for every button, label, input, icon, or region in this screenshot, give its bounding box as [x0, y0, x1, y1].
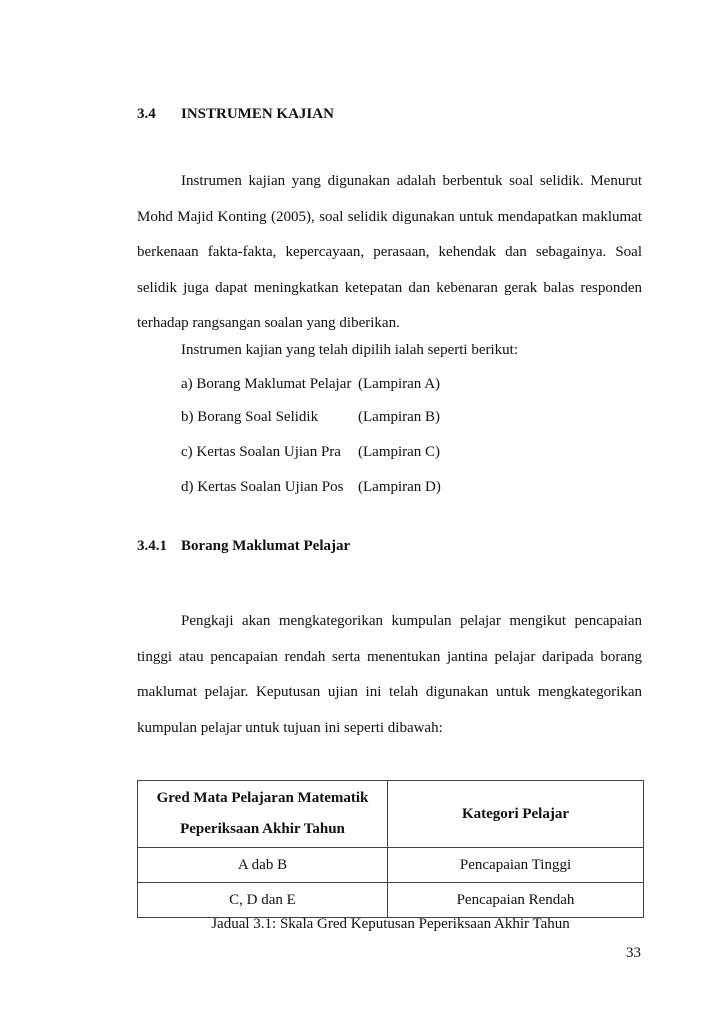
- grade-table: [137, 780, 644, 918]
- instrument-ref: (Lampiran A): [358, 376, 441, 392]
- cell-grade: A dab B: [138, 848, 388, 883]
- section-title-3-4: [181, 106, 334, 123]
- section-heading-3-4: [137, 106, 156, 123]
- section-number: 3.4.1: [137, 538, 167, 554]
- section-heading-3-4-1: [137, 538, 167, 555]
- header-cell-grade: [138, 781, 388, 848]
- table-caption: Jadual 3.1: Skala Gred Keputusan Peperiksaan Akhir Tahun: [211, 916, 570, 932]
- section-title: Borang Maklumat Pelajar: [181, 538, 351, 554]
- instrument-ref: (Lampiran D): [358, 479, 441, 495]
- instrument-item: c) Kertas Soalan Ujian Pra: [181, 444, 341, 460]
- cell-category: Pencapaian Rendah: [388, 883, 644, 918]
- table-header-row: [138, 781, 644, 848]
- instrument-item: a) Borang Maklumat Pelajar: [181, 376, 352, 392]
- header-category: Kategori Pelajar: [461, 805, 570, 822]
- header-cell-category: [388, 781, 644, 848]
- table-row: [138, 883, 644, 918]
- section-number: 3.4: [137, 106, 156, 122]
- paragraph-borang: [137, 604, 642, 746]
- list-intro: Instrumen kajian yang telah dipilih ialah seperti berikut:: [181, 342, 518, 358]
- instrument-item: b) Borang Soal Selidik: [181, 409, 319, 425]
- section-title-3-4-1: [181, 538, 350, 555]
- header-grade-line2: Peperiksaan Akhir Tahun: [180, 821, 345, 837]
- section-title: INSTRUMEN KAJIAN: [181, 106, 334, 122]
- instrument-ref: (Lampiran C): [358, 444, 441, 460]
- paragraph-text: Instrumen kajian yang digunakan adalah berbentuk soal selidik. Menurut Mohd Majid Konting (2005), soal selidik digunakan untuk mendapatkan maklumat berkenaan fakta-fakta, kepercayaan, perasaan, kehendak dan sebagainya. Soal selidik juga dapat meningkatkan ketepatan dan kebenaran gerak balas responden terhadap rangsangan soalan yang diberikan.: [137, 173, 642, 331]
- instrument-ref: (Lampiran B): [358, 409, 441, 425]
- page-number: 33: [626, 945, 641, 961]
- instrument-item: d) Kertas Soalan Ujian Pos: [181, 479, 344, 495]
- table-row: [138, 848, 644, 883]
- header-grade-line1: Gred Mata Pelajaran Matematik: [156, 790, 369, 806]
- paragraph-text: Pengkaji akan mengkategorikan kumpulan pelajar mengikut pencapaian tinggi atau pencapaian rendah serta menentukan jantina pelajar daripada borang maklumat pelajar. Keputusan ujian ini telah digunakan untuk mengkategorikan kumpulan pelajar untuk tujuan ini seperti dibawah:: [137, 613, 642, 736]
- cell-category: Pencapaian Tinggi: [388, 848, 644, 883]
- cell-grade: C, D dan E: [138, 883, 388, 918]
- paragraph-instrumen: [137, 164, 642, 342]
